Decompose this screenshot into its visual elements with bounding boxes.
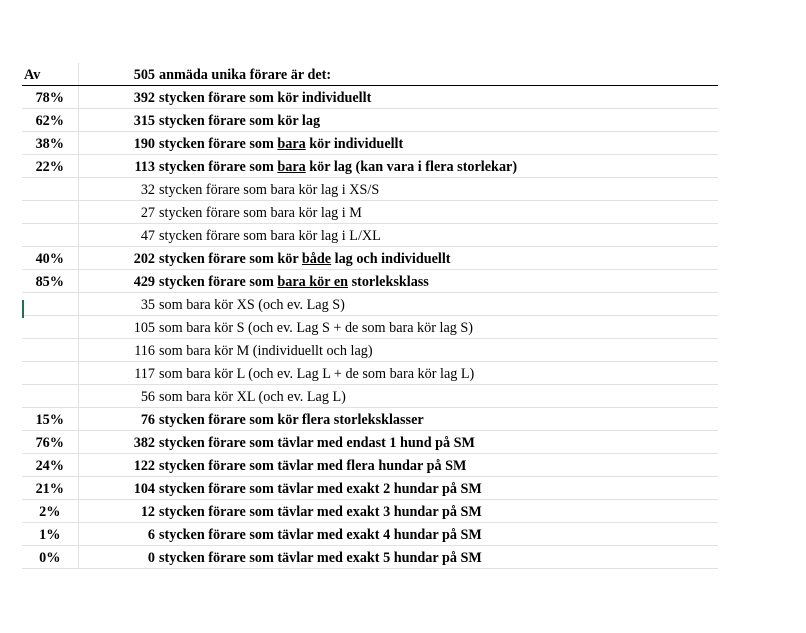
- underlined-text: bara: [277, 159, 306, 175]
- table-row: [22, 408, 718, 431]
- description-cell[interactable]: [158, 500, 718, 523]
- description-text: stycken förare som tävlar med flera hundar på SM: [159, 458, 467, 474]
- count-cell[interactable]: 117: [78, 362, 158, 385]
- count-cell[interactable]: 27: [78, 201, 158, 224]
- description-text: stycken förare som bara kör lag i M: [159, 205, 362, 221]
- description-cell[interactable]: [158, 408, 718, 431]
- percent-cell[interactable]: 24%: [22, 454, 78, 477]
- count-cell[interactable]: 122: [78, 454, 158, 477]
- description-text: stycken förare som tävlar med endast 1 hund på SM: [159, 435, 475, 451]
- count-cell[interactable]: 392: [78, 86, 158, 109]
- description-cell[interactable]: [158, 155, 718, 178]
- percent-cell[interactable]: 76%: [22, 431, 78, 454]
- description-text: stycken förare som tävlar med exakt 5 hundar på SM: [159, 550, 482, 566]
- description-text: stycken förare som: [159, 274, 278, 290]
- description-cell[interactable]: [158, 339, 718, 362]
- description-text: kör lag (kan vara i flera storlekar): [305, 159, 518, 175]
- description-cell[interactable]: [158, 293, 718, 316]
- count-cell[interactable]: 104: [78, 477, 158, 500]
- table-row: [22, 454, 718, 477]
- description-cell[interactable]: [158, 201, 718, 224]
- description-cell[interactable]: [158, 224, 718, 247]
- description-text: som bara kör L (och ev. Lag L + de som bara kör lag L): [159, 366, 475, 382]
- description-text: kör individuellt: [305, 136, 404, 152]
- percent-cell[interactable]: 40%: [22, 247, 78, 270]
- description-text: stycken förare som tävlar med exakt 3 hundar på SM: [159, 504, 482, 520]
- description-text: stycken förare som tävlar med exakt 4 hundar på SM: [159, 527, 482, 543]
- percent-cell[interactable]: [22, 224, 78, 247]
- count-cell[interactable]: 382: [78, 431, 158, 454]
- header-row: [22, 63, 718, 86]
- table-row: [22, 270, 718, 293]
- count-cell[interactable]: 0: [78, 546, 158, 569]
- description-cell[interactable]: [158, 132, 718, 155]
- description-cell[interactable]: [158, 431, 718, 454]
- table-row: [22, 155, 718, 178]
- description-text: stycken förare som bara kör lag i XS/S: [159, 182, 380, 198]
- percent-cell[interactable]: [22, 201, 78, 224]
- count-cell[interactable]: 116: [78, 339, 158, 362]
- description-text: stycken förare som kör flera storleksklasser: [159, 412, 424, 428]
- description-text: lag och individuellt: [331, 251, 451, 267]
- underlined-text: både: [301, 251, 332, 267]
- percent-cell[interactable]: 2%: [22, 500, 78, 523]
- description-text: som bara kör M (individuellt och lag): [159, 343, 373, 359]
- percent-cell[interactable]: 21%: [22, 477, 78, 500]
- table-row: [22, 109, 718, 132]
- table-row: [22, 316, 718, 339]
- count-cell[interactable]: 6: [78, 523, 158, 546]
- description-cell[interactable]: [158, 523, 718, 546]
- table-row: [22, 500, 718, 523]
- table-row: [22, 431, 718, 454]
- description-cell[interactable]: [158, 385, 718, 408]
- count-cell[interactable]: 32: [78, 178, 158, 201]
- percent-cell[interactable]: 78%: [22, 86, 78, 109]
- table-row: [22, 293, 718, 316]
- count-cell[interactable]: 190: [78, 132, 158, 155]
- percent-cell[interactable]: 1%: [22, 523, 78, 546]
- percent-cell[interactable]: [22, 316, 78, 339]
- table-row: [22, 362, 718, 385]
- description-text: som bara kör XS (och ev. Lag S): [159, 297, 345, 313]
- percent-cell[interactable]: [22, 293, 78, 316]
- table-row: [22, 247, 718, 270]
- count-cell[interactable]: 47: [78, 224, 158, 247]
- percent-cell[interactable]: 22%: [22, 155, 78, 178]
- table-row: [22, 546, 718, 569]
- description-text: som bara kör S (och ev. Lag S + de som bara kör lag S): [159, 320, 474, 336]
- percent-cell[interactable]: [22, 362, 78, 385]
- count-cell[interactable]: 202: [78, 247, 158, 270]
- table-row: [22, 178, 718, 201]
- percent-cell[interactable]: [22, 339, 78, 362]
- table-row: [22, 201, 718, 224]
- percent-cell[interactable]: [22, 385, 78, 408]
- description-cell[interactable]: [158, 270, 718, 293]
- description-text: stycken förare som bara kör lag i L/XL: [159, 228, 381, 244]
- count-cell[interactable]: 315: [78, 109, 158, 132]
- description-cell[interactable]: [158, 109, 718, 132]
- description-cell[interactable]: [158, 86, 718, 109]
- description-cell[interactable]: [158, 477, 718, 500]
- header-text-cell[interactable]: anmäda unika förare är det:: [158, 63, 718, 86]
- count-cell[interactable]: 35: [78, 293, 158, 316]
- description-text: stycken förare som kör: [159, 251, 302, 267]
- count-cell[interactable]: 56: [78, 385, 158, 408]
- active-cell-indicator: [22, 300, 24, 318]
- description-cell[interactable]: [158, 316, 718, 339]
- description-text: stycken förare som: [159, 136, 278, 152]
- description-cell[interactable]: [158, 178, 718, 201]
- percent-cell[interactable]: [22, 178, 78, 201]
- summary-table: [22, 63, 718, 569]
- table-row: [22, 132, 718, 155]
- description-cell[interactable]: [158, 362, 718, 385]
- table-row: [22, 339, 718, 362]
- underlined-text: bara: [277, 136, 306, 152]
- percent-cell[interactable]: 62%: [22, 109, 78, 132]
- description-text: som bara kör XL (och ev. Lag L): [159, 389, 346, 405]
- table-row: [22, 385, 718, 408]
- table-row: [22, 224, 718, 247]
- description-text: stycken förare som: [159, 159, 278, 175]
- count-cell[interactable]: 113: [78, 155, 158, 178]
- count-cell[interactable]: 429: [78, 270, 158, 293]
- description-cell[interactable]: [158, 546, 718, 569]
- description-text: storleksklass: [348, 274, 429, 290]
- description-cell[interactable]: [158, 454, 718, 477]
- table-row: [22, 477, 718, 500]
- description-text: stycken förare som kör individuellt: [159, 90, 372, 106]
- percent-cell[interactable]: 0%: [22, 546, 78, 569]
- table-row: [22, 86, 718, 109]
- description-text: stycken förare som kör lag: [159, 113, 321, 129]
- count-cell[interactable]: 12: [78, 500, 158, 523]
- description-cell[interactable]: [158, 247, 718, 270]
- underlined-text: bara kör en: [277, 274, 349, 290]
- header-pct-cell[interactable]: Av: [22, 63, 78, 86]
- header-count-cell[interactable]: 505: [78, 63, 158, 86]
- table-row: [22, 523, 718, 546]
- count-cell[interactable]: 105: [78, 316, 158, 339]
- percent-cell[interactable]: 38%: [22, 132, 78, 155]
- percent-cell[interactable]: 85%: [22, 270, 78, 293]
- percent-cell[interactable]: 15%: [22, 408, 78, 431]
- count-cell[interactable]: 76: [78, 408, 158, 431]
- description-text: stycken förare som tävlar med exakt 2 hundar på SM: [159, 481, 482, 497]
